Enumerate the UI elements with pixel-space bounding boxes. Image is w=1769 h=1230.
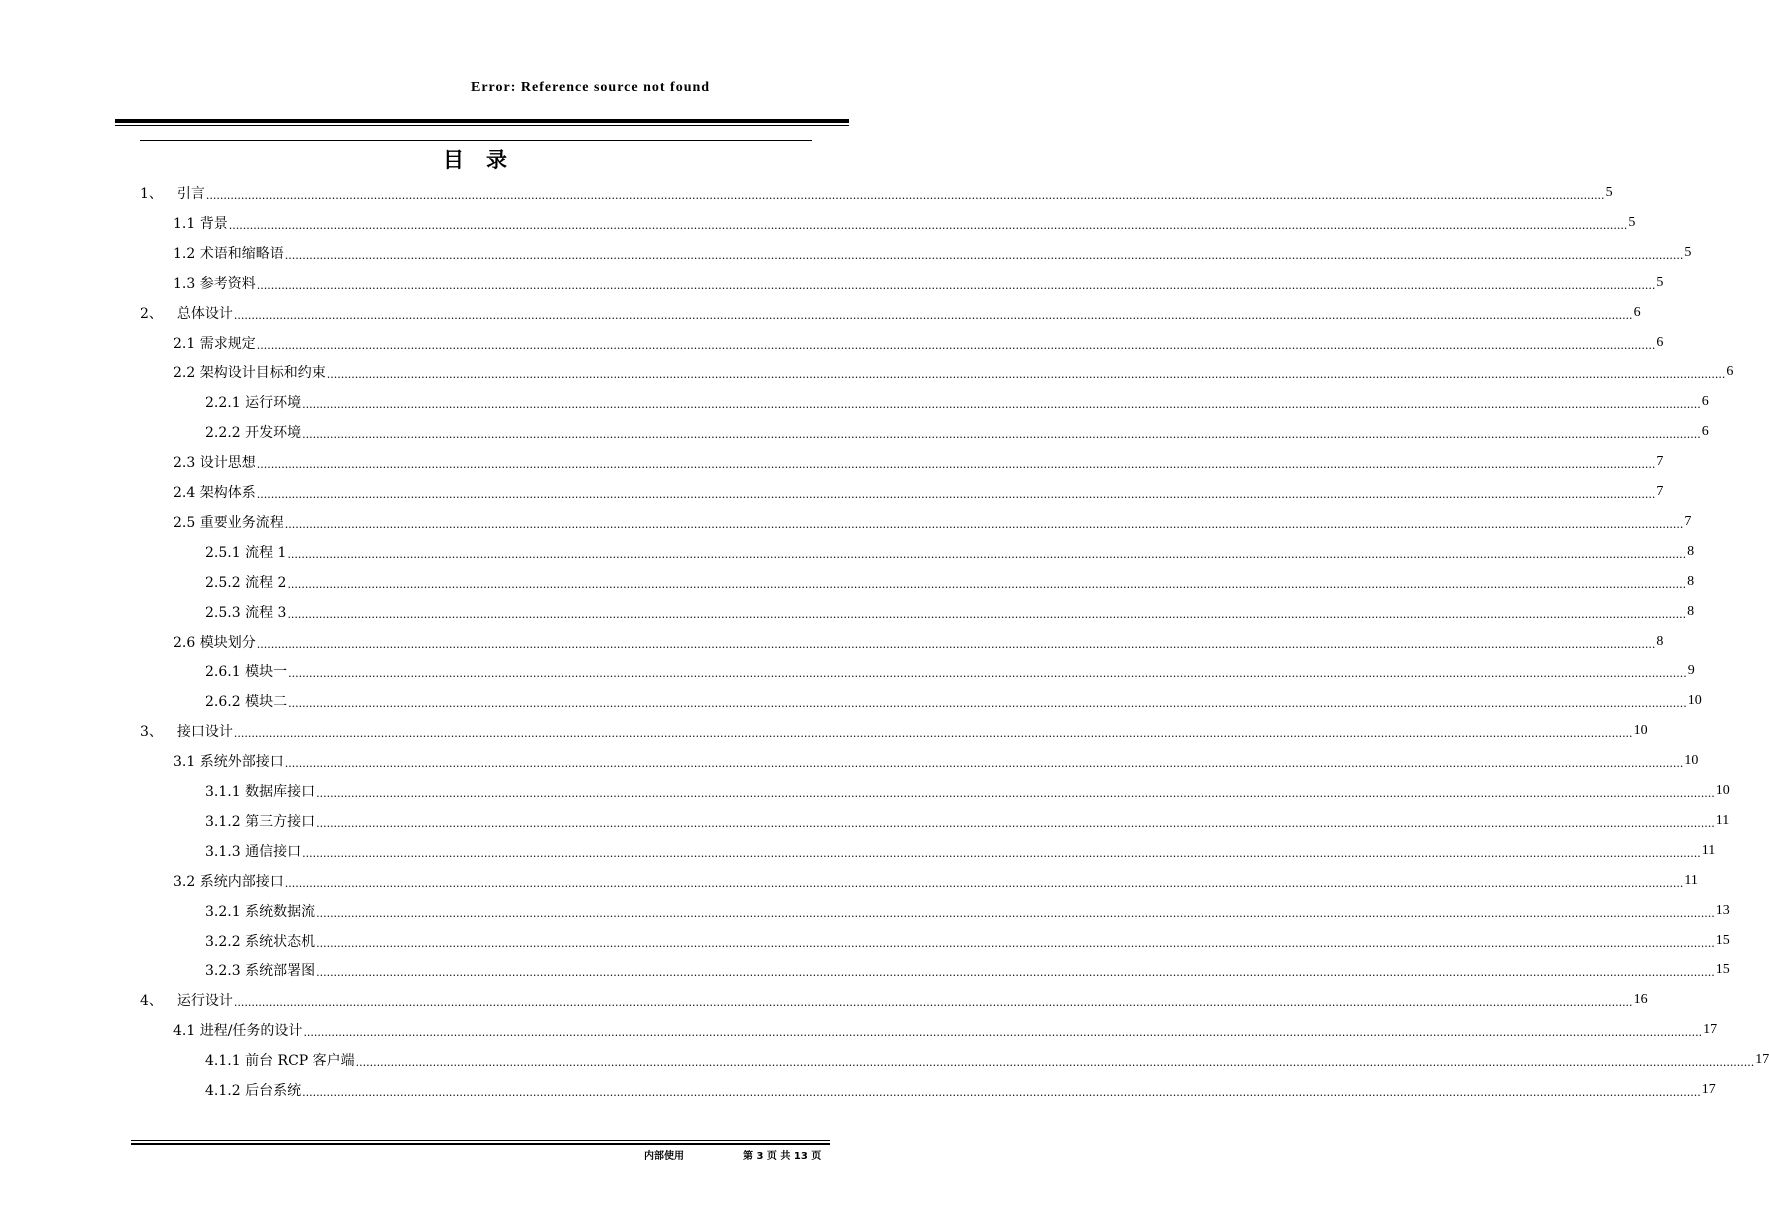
- toc-entry-label: [205, 811, 315, 831]
- toc-entry-label: [205, 960, 315, 980]
- toc-entry-title: 4.1 进程/任务的设计: [173, 1023, 303, 1040]
- toc-entry-page-number: 5: [1605, 185, 1613, 200]
- toc-entry-label: [205, 422, 301, 442]
- toc-entry-title: 2.5.3 流程 3: [205, 604, 287, 621]
- toc-entry[interactable]: [205, 567, 1695, 597]
- toc-entry-title: 3.2 系统内部接口: [173, 873, 284, 890]
- toc-entry-label: [205, 542, 286, 562]
- toc-entry-title: 3.2.2 系统状态机: [205, 933, 316, 950]
- toc-dot-leader: ................................................................................................................................................................................................................................................................................................................................................................................................................: [316, 787, 1715, 800]
- footer-label: 内部使用: [644, 1151, 684, 1162]
- toc-entry[interactable]: [205, 387, 1709, 417]
- toc-entry[interactable]: [205, 417, 1709, 447]
- toc-entry[interactable]: [173, 746, 1699, 776]
- toc-entry-label: [205, 931, 315, 951]
- toc-entry-label: [205, 1050, 355, 1070]
- toc-entry-page-number: 10: [1684, 753, 1699, 769]
- toc-entry-title: 2.4 架构体系: [173, 485, 256, 501]
- toc-entry-page-number: 6: [1633, 304, 1641, 320]
- footer-rule: [131, 1143, 830, 1145]
- toc-entry-page-number: 8: [1687, 603, 1695, 619]
- toc-entry-page-number: 10: [1633, 723, 1648, 739]
- toc-entry-page-number: 13: [1715, 902, 1730, 918]
- toc-entry[interactable]: [173, 208, 1636, 238]
- toc-entry-title: 2.1 需求规定: [173, 335, 256, 352]
- toc-entry-label: [205, 901, 315, 921]
- toc-entry-page-number: 5: [1628, 214, 1636, 230]
- toc-entry-page-number: 17: [1701, 1082, 1716, 1097]
- toc-entry-title: 总体设计: [176, 305, 233, 322]
- toc-dot-leader: ................................................................................................................................................................................................................................................................................................................................................................................................................: [316, 936, 1715, 950]
- toc-dot-leader: ................................................................................................................................................................................................................................................................................................................................................................................................................: [288, 697, 1687, 711]
- toc-title: 目录: [443, 148, 529, 172]
- toc-entry-title: 2.6.2 模块二: [205, 694, 288, 711]
- toc-entry[interactable]: [140, 985, 1648, 1015]
- toc-dot-leader: ................................................................................................................................................................................................................................................................................................................................................................................................................: [284, 876, 1684, 890]
- toc-dot-leader: ................................................................................................................................................................................................................................................................................................................................................................................................................: [256, 338, 1656, 352]
- toc-dot-leader: ................................................................................................................................................................................................................................................................................................................................................................................................................: [256, 458, 1656, 472]
- toc-entry-label: [205, 572, 286, 592]
- page-header-text: Error: Reference source not found: [471, 80, 711, 95]
- toc-dot-leader: ................................................................................................................................................................................................................................................................................................................................................................................................................: [302, 428, 1701, 442]
- toc-entry-title: 2.5.2 流程 2: [205, 574, 287, 591]
- toc-dot-leader: ................................................................................................................................................................................................................................................................................................................................................................................................................: [326, 368, 1726, 382]
- toc-entry-page-number: 17: [1755, 1052, 1769, 1068]
- toc-entry-label: [140, 303, 233, 323]
- toc-entry-title: 3.1 系统外部接口: [173, 754, 284, 771]
- toc-entry-page-number: 11: [1715, 812, 1730, 828]
- toc-entry-number: 3、: [140, 724, 163, 741]
- toc-entry-page-number: 8: [1656, 633, 1664, 649]
- toc-entry-page-number: 7: [1656, 454, 1664, 470]
- toc-entry-label: [140, 721, 233, 741]
- toc-entry[interactable]: [205, 656, 1695, 686]
- toc-entry-page-number: 11: [1701, 842, 1716, 858]
- toc-entry-title: 2.6 模块划分: [173, 634, 256, 651]
- toc-entry-page-number: 6: [1726, 364, 1734, 380]
- toc-entry-label: [205, 1080, 301, 1100]
- toc-entry-title: 引言: [176, 186, 205, 202]
- toc-entry-title: 接口设计: [176, 724, 233, 741]
- toc-entry[interactable]: [140, 298, 1641, 328]
- toc-dot-leader: ................................................................................................................................................................................................................................................................................................................................................................................................................: [316, 816, 1715, 830]
- toc-dot-leader: ................................................................................................................................................................................................................................................................................................................................................................................................................: [302, 1086, 1701, 1099]
- toc-entry-page-number: 9: [1687, 663, 1695, 679]
- toc-entry-title: 4.1.2 后台系统: [205, 1083, 302, 1099]
- toc-dot-leader: ................................................................................................................................................................................................................................................................................................................................................................................................................: [302, 398, 1701, 412]
- toc-entry-title: 3.2.3 系统部署图: [205, 963, 316, 980]
- toc-entry-page-number: 5: [1684, 244, 1692, 260]
- toc-dot-leader: ................................................................................................................................................................................................................................................................................................................................................................................................................: [233, 727, 1633, 741]
- toc-entry-page-number: 6: [1656, 334, 1664, 350]
- toc-entry-page-number: 15: [1715, 932, 1730, 948]
- toc-entry-title: 4.1.1 前台 RCP 客户端: [205, 1053, 355, 1070]
- toc-entry-title: 运行设计: [176, 993, 233, 1010]
- toc-entry[interactable]: [205, 537, 1695, 567]
- toc-entry[interactable]: [140, 178, 1613, 208]
- toc-entry-page-number: 5: [1656, 274, 1664, 290]
- toc-dot-leader: ................................................................................................................................................................................................................................................................................................................................................................................................................: [256, 488, 1656, 501]
- footer-page-info: 第 3 页 共 13 页: [743, 1151, 822, 1162]
- toc-entry[interactable]: [205, 1045, 1769, 1075]
- toc-entry[interactable]: [205, 955, 1730, 985]
- toc-top-rule: [140, 140, 812, 141]
- toc-entry-title: 1.2 术语和缩略语: [173, 245, 284, 262]
- toc-entry-label: [205, 841, 301, 861]
- toc-entry-label: [205, 691, 287, 711]
- toc-entry-page-number: 8: [1687, 573, 1695, 589]
- toc-entry-label: [140, 990, 233, 1010]
- toc-dot-leader: ................................................................................................................................................................................................................................................................................................................................................................................................................: [256, 278, 1656, 292]
- toc-entry-page-number: 7: [1656, 484, 1664, 499]
- footer-rule-thin: [131, 1140, 830, 1141]
- toc-entry-label: [173, 452, 256, 472]
- toc-entry-label: [173, 243, 284, 263]
- toc-dot-leader: ................................................................................................................................................................................................................................................................................................................................................................................................................: [284, 757, 1684, 771]
- toc-dot-leader: ................................................................................................................................................................................................................................................................................................................................................................................................................: [233, 308, 1633, 322]
- toc-entry-title: 2.2.1 运行环境: [205, 395, 302, 412]
- toc-entry-number: 4、: [140, 993, 163, 1010]
- toc-entry[interactable]: [173, 507, 1692, 537]
- toc-entry-label: [140, 183, 205, 203]
- toc-entry-title: 2.5 重要业务流程: [173, 514, 284, 531]
- toc-dot-leader: ................................................................................................................................................................................................................................................................................................................................................................................................................: [316, 966, 1715, 980]
- toc-dot-leader: ................................................................................................................................................................................................................................................................................................................................................................................................................: [287, 547, 1687, 561]
- toc-entry[interactable]: [205, 836, 1716, 866]
- toc-entry-label: [205, 781, 315, 801]
- toc-entry[interactable]: [205, 896, 1730, 926]
- toc-entry[interactable]: [205, 686, 1702, 716]
- toc-entry-label: [173, 1020, 302, 1040]
- toc-entry[interactable]: [205, 1075, 1716, 1105]
- toc-entry-label: [173, 362, 326, 382]
- toc-entry-title: 3.1.1 数据库接口: [205, 784, 316, 800]
- toc-entry-page-number: 17: [1703, 1022, 1718, 1038]
- toc-entry-label: [173, 333, 256, 353]
- toc-entry-label: [173, 213, 228, 233]
- toc-entry-title: 3.2.1 系统数据流: [205, 903, 316, 920]
- toc-entry-label: [173, 273, 256, 293]
- toc-dot-leader: ................................................................................................................................................................................................................................................................................................................................................................................................................: [316, 906, 1715, 920]
- header-rule-thin: [115, 125, 849, 126]
- toc-entry-page-number: 7: [1684, 513, 1692, 529]
- toc-dot-leader: ................................................................................................................................................................................................................................................................................................................................................................................................................: [287, 607, 1687, 621]
- toc-dot-leader: ................................................................................................................................................................................................................................................................................................................................................................................................................: [288, 667, 1687, 681]
- toc-entry[interactable]: [173, 238, 1692, 268]
- toc-entry-title: 2.2 架构设计目标和约束: [173, 365, 326, 382]
- toc-entry-page-number: 11: [1684, 872, 1698, 888]
- toc-dot-leader: ................................................................................................................................................................................................................................................................................................................................................................................................................: [355, 1056, 1755, 1070]
- toc-entry-label: [205, 661, 287, 681]
- toc-entry[interactable]: [205, 597, 1695, 627]
- toc-entry[interactable]: [173, 1015, 1718, 1045]
- toc-dot-leader: ................................................................................................................................................................................................................................................................................................................................................................................................................: [233, 996, 1633, 1010]
- toc-entry[interactable]: [173, 328, 1664, 358]
- toc-entry-title: 2.5.1 流程 1: [205, 544, 287, 561]
- toc-entry[interactable]: [173, 477, 1664, 507]
- toc-entry-page-number: 15: [1715, 962, 1730, 978]
- toc-entry-page-number: 10: [1687, 693, 1702, 709]
- toc-entry-page-number: 6: [1701, 424, 1709, 440]
- toc-entry-label: [173, 512, 284, 532]
- toc-entry-label: [173, 751, 284, 771]
- toc-entry[interactable]: [173, 866, 1698, 896]
- toc-dot-leader: ................................................................................................................................................................................................................................................................................................................................................................................................................: [256, 637, 1656, 651]
- toc-entry[interactable]: [205, 776, 1730, 806]
- toc-dot-leader: ................................................................................................................................................................................................................................................................................................................................................................................................................: [205, 189, 1605, 202]
- toc-entry-title: 1.3 参考资料: [173, 275, 256, 292]
- toc-dot-leader: ................................................................................................................................................................................................................................................................................................................................................................................................................: [228, 218, 1628, 232]
- toc-entry-page-number: 8: [1687, 543, 1695, 559]
- toc-entry[interactable]: [173, 357, 1734, 387]
- toc-entry[interactable]: [140, 716, 1648, 746]
- toc-entry-title: 3.1.2 第三方接口: [205, 813, 316, 830]
- toc-entry[interactable]: [173, 268, 1664, 298]
- toc-entry-page-number: 16: [1633, 992, 1648, 1008]
- toc-entry[interactable]: [205, 806, 1730, 836]
- toc-entry-number: 1、: [140, 186, 163, 202]
- toc-entry-label: [173, 632, 256, 652]
- toc-entry-title: 2.3 设计思想: [173, 455, 256, 472]
- toc-dot-leader: ................................................................................................................................................................................................................................................................................................................................................................................................................: [302, 846, 1701, 860]
- toc-entry-number: 2、: [140, 305, 163, 322]
- toc-entry[interactable]: [173, 447, 1664, 477]
- toc-dot-leader: ................................................................................................................................................................................................................................................................................................................................................................................................................: [284, 517, 1684, 531]
- toc-entry-label: [173, 482, 256, 502]
- toc-entry[interactable]: [173, 627, 1664, 657]
- toc-dot-leader: ................................................................................................................................................................................................................................................................................................................................................................................................................: [287, 577, 1687, 591]
- toc-dot-leader: ................................................................................................................................................................................................................................................................................................................................................................................................................: [303, 1026, 1703, 1040]
- toc-entry-title: 2.6.1 模块一: [205, 664, 288, 681]
- toc-entry-label: [205, 392, 301, 412]
- toc-entry-title: 1.1 背景: [173, 215, 228, 232]
- toc-dot-leader: ................................................................................................................................................................................................................................................................................................................................................................................................................: [284, 248, 1684, 262]
- toc-entry-title: 2.2.2 开发环境: [205, 425, 302, 442]
- header-rule: [115, 119, 849, 123]
- toc-entry-title: 3.1.3 通信接口: [205, 843, 302, 860]
- toc-entry-label: [205, 602, 286, 622]
- toc-entry-label: [173, 871, 284, 891]
- toc-entry-page-number: 6: [1701, 394, 1709, 410]
- toc-entry-page-number: 10: [1715, 783, 1730, 798]
- toc-entry[interactable]: [205, 926, 1730, 956]
